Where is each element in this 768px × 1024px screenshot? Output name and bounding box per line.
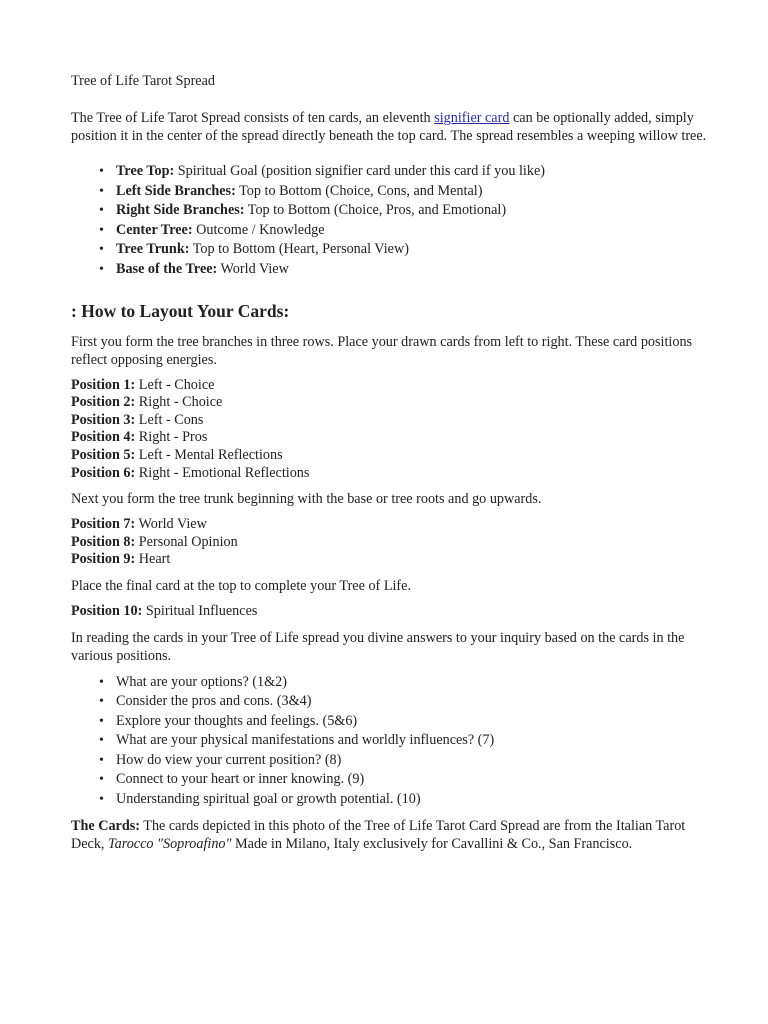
position-label: Position 4: <box>71 429 136 446</box>
section-heading: : How to Layout Your Cards: <box>71 300 290 321</box>
list-item-desc: Top to Bottom (Choice, Pros, and Emotional) <box>244 202 507 219</box>
reading-intro: In reading the cards in your Tree of Life spread you divine answers to your inquiry based on the cards in the various positions. <box>71 629 685 664</box>
list-item-desc: Top to Bottom (Heart, Personal View) <box>189 241 409 258</box>
list-item: • What are your options? (1&2) <box>116 673 721 693</box>
list-item: • Connect to your heart or inner knowing. (9) <box>116 770 721 790</box>
list-item: • How do view your current position? (8) <box>116 751 721 771</box>
position-row <box>71 551 721 569</box>
position-value: Right - Pros <box>135 429 208 446</box>
list-item <box>116 162 721 182</box>
list-item <box>116 201 721 221</box>
position-value: Personal Opinion <box>135 533 238 550</box>
spread-list <box>71 162 721 280</box>
signifier-card-link[interactable]: signifier card <box>434 110 510 126</box>
reading-list <box>71 673 721 810</box>
list-item-term: Right Side Branches: <box>116 202 245 219</box>
position-value: Heart <box>135 551 171 568</box>
document-page <box>71 72 721 853</box>
position-row <box>71 447 721 465</box>
position-value: Left - Mental Reflections <box>135 446 283 463</box>
position-value: Right - Choice <box>135 394 223 411</box>
intro-paragraph <box>71 109 721 145</box>
list-item: • Understanding spiritual goal or growth potential. (10) <box>116 790 721 810</box>
position-label: Position 10: <box>71 602 143 619</box>
cards-note-text: The cards depicted in this photo of the Tree of Life Tarot Card Spread are from the Italian Tarot Deck, <box>71 818 686 852</box>
list-item-desc: Top to Bottom (Choice, Cons, and Mental) <box>235 182 483 199</box>
position-value: World View <box>135 516 207 533</box>
list-item-term: Center Tree: <box>116 221 193 238</box>
position-label: Position 7: <box>71 516 136 533</box>
list-item: • Consider the pros and cons. (3&4) <box>116 692 721 712</box>
position-label: Position 1: <box>71 376 136 393</box>
position-label: Position 6: <box>71 464 136 481</box>
position-value: Right - Emotional Reflections <box>135 464 310 481</box>
cards-note <box>71 817 721 853</box>
document-title: Tree of Life Tarot Spread <box>71 73 215 89</box>
position-row <box>71 377 721 395</box>
final-position <box>71 603 721 621</box>
list-item-desc: Spiritual Goal (position signifier card under this card if you like) <box>174 163 545 179</box>
branches-intro: First you form the tree branches in three rows. Place your drawn cards from left to right. These card positions reflect opposing energies. <box>71 333 693 368</box>
position-row <box>71 534 721 552</box>
list-item-desc: World View <box>217 260 289 277</box>
list-item-term: Left Side Branches: <box>116 182 236 199</box>
list-item-term: Tree Top: <box>116 163 175 179</box>
list-item-term: Base of the Tree: <box>116 260 218 277</box>
intro-text-start: The Tree of Life Tarot Spread consists of ten cards, an eleventh <box>71 110 435 126</box>
position-row <box>71 394 721 412</box>
position-label: Position 5: <box>71 446 136 463</box>
list-item-term: Tree Trunk: <box>116 241 190 258</box>
position-value: Spiritual Influences <box>142 602 258 619</box>
list-item-desc: Outcome / Knowledge <box>192 221 325 238</box>
list-item <box>116 182 721 202</box>
intro-text-end: can be optionally added, simply position it in the center of the spread directly beneath the top card. The spread resembles a weeping willow tree. <box>71 110 707 144</box>
trunk-positions <box>71 516 721 569</box>
branch-positions <box>71 377 721 483</box>
list-item: • What are your physical manifestations and worldly influences? (7) <box>116 731 721 751</box>
position-label: Position 8: <box>71 533 136 550</box>
list-item <box>116 260 721 280</box>
deck-name: Tarocco "Soproafino" <box>108 836 232 852</box>
list-item <box>116 240 721 260</box>
trunk-intro: Next you form the tree trunk beginning with the base or tree roots and go upwards. <box>71 491 542 508</box>
position-label: Position 3: <box>71 411 136 428</box>
position-row <box>71 429 721 447</box>
list-item: • Explore your thoughts and feelings. (5&6) <box>116 712 721 732</box>
position-value: Left - Choice <box>135 376 215 393</box>
position-value: Left - Cons <box>135 411 204 428</box>
position-row <box>71 603 721 621</box>
position-label: Position 2: <box>71 394 136 411</box>
cards-note-text-end: Made in Milano, Italy exclusively for Cavallini & Co., San Francisco. <box>231 836 633 852</box>
final-intro: Place the final card at the top to complete your Tree of Life. <box>71 577 411 594</box>
list-item <box>116 221 721 241</box>
position-row <box>71 465 721 483</box>
position-label: Position 9: <box>71 551 136 568</box>
position-row <box>71 412 721 430</box>
cards-note-label: The Cards: <box>71 818 140 834</box>
position-row <box>71 516 721 534</box>
